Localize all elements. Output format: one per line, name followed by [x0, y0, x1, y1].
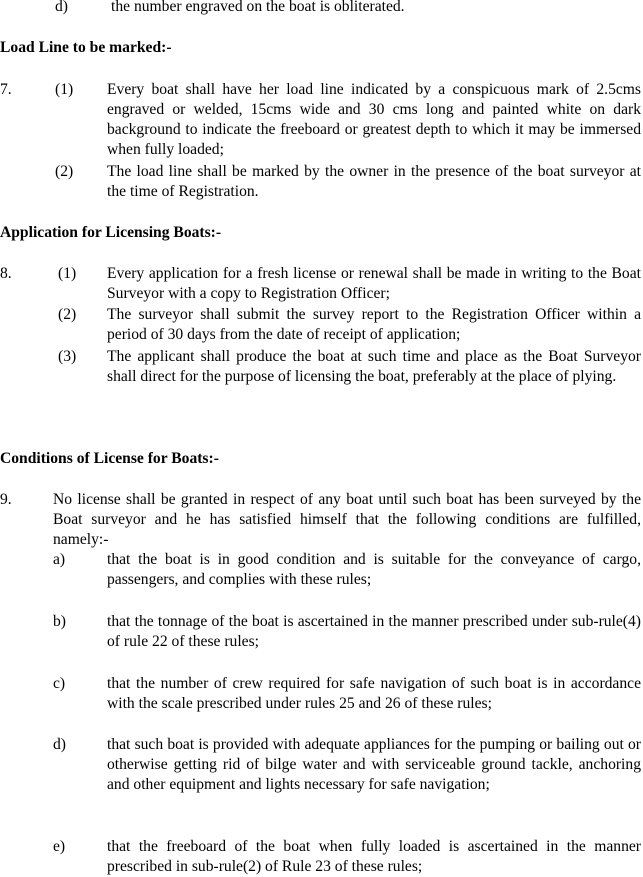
item-text: The applicant shall produce the boat at such time and place as the Boat Surveyor shall direct for the purpose of licensing the boat, preferably at the place of plying.	[107, 348, 641, 385]
section-heading-application: Application for Licensing Boats:-	[0, 224, 222, 241]
item-label: b)	[53, 613, 66, 630]
rule-number: 9.	[0, 491, 12, 508]
section-heading-conditions: Conditions of License for Boats:-	[0, 450, 219, 467]
item-text: Every application for a fresh license or renewal shall be made in writing to the Boat Surveyor with a copy to Registration Officer;	[107, 265, 641, 302]
item-label: (1)	[55, 81, 74, 98]
item-text: that the tonnage of the boat is ascertained in the manner prescribed under sub-rule(4) of rule 22 of these rules;	[107, 613, 641, 650]
item-text: the number engraved on the boat is obliterated.	[111, 0, 405, 15]
item-text: that the number of crew required for safe navigation of such boat is in accordance with the scale prescribed under rules 25 and 26 of these rules;	[107, 675, 641, 712]
section-heading-load-line: Load Line to be marked:-	[0, 39, 172, 56]
item-label: d)	[53, 736, 66, 753]
rule-intro-text: No license shall be granted in respect of any boat until such boat has been surveyed by the Boat surveyor and he has satisfied himself that the following conditions are fulfilled, namely:-	[53, 491, 641, 548]
item-label: c)	[53, 675, 66, 692]
item-label: (1)	[58, 265, 77, 282]
item-label: (2)	[55, 163, 74, 180]
item-text: Every boat shall have her load line indicated by a conspicuous mark of 2.5cms engraved or welded, 15cms wide and 30 cms long and painted white on dark background to indicate the freeboard or greatest depth to which it may be immersed when fully loaded;	[107, 81, 641, 158]
rule-number: 7.	[0, 81, 12, 98]
item-text: that the freeboard of the boat when fully loaded is ascertained in the manner prescribed in sub-rule(2) of Rule 23 of these rules;	[107, 838, 641, 875]
item-text: that the boat is in good condition and is suitable for the conveyance of cargo, passengers, and complies with these rules;	[107, 551, 641, 588]
item-text: The surveyor shall submit the survey report to the Registration Officer within a period of 30 days from the date of receipt of application;	[107, 306, 641, 343]
item-text: that such boat is provided with adequate appliances for the pumping or bailing out or otherwise getting rid of bilge water and with serviceable ground tackle, anchoring and other equipment and lights necessary for safe navigation;	[107, 736, 641, 793]
item-label: (3)	[58, 348, 77, 365]
item-label: a)	[53, 551, 66, 568]
item-label: d)	[55, 0, 68, 15]
item-label: e)	[53, 838, 66, 855]
item-label: (2)	[58, 306, 77, 323]
item-text: The load line shall be marked by the owner in the presence of the boat surveyor at the time of Registration.	[107, 163, 641, 200]
rule-number: 8.	[0, 265, 12, 282]
